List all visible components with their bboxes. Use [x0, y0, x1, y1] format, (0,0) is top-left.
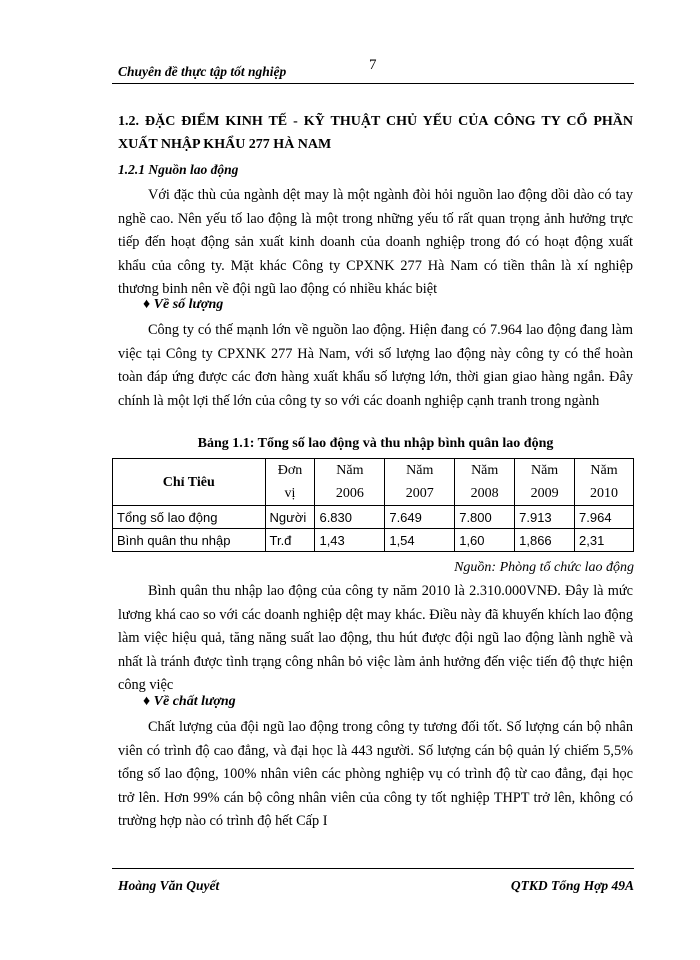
year-word: Năm — [530, 463, 559, 478]
row-unit: Tr.đ — [265, 529, 315, 552]
row-unit: Người — [265, 506, 315, 529]
table-caption: Bảng 1.1: Tổng số lao động và thu nhập bình quân lao động — [197, 436, 554, 451]
header-year-2010 — [575, 459, 634, 506]
row-value: 7.800 — [455, 506, 515, 529]
header-year-2009 — [515, 459, 575, 506]
row-value: 1,54 — [385, 529, 455, 552]
row-value: 7.913 — [515, 506, 575, 529]
header-year-2008 — [455, 459, 515, 506]
header-unit-line1: Đơn — [277, 463, 303, 478]
row-value: 6.830 — [315, 506, 385, 529]
row-value: 7.649 — [385, 506, 455, 529]
quantity-bullet — [143, 297, 223, 313]
quantity-text: Công ty có thế mạnh lớn về nguồn lao động. Hiện đang có 7.964 lao động đang làm việc tại Công ty CPXNK 277 Hà Nam, với số lượng lao động này công ty có thể hoàn toàn đáp ứng được các đơn hàng xuất khẩu số lượng lớn, thời gian giao hàng ngắn. Đây chính là một lợi thế lớn của công ty so với các doanh nghiệp cạnh tranh trong ngành — [118, 322, 633, 409]
header-year-2007 — [385, 459, 455, 506]
quality-bullet-label: Về chất lượng — [153, 694, 236, 709]
year-value: 2006 — [335, 486, 364, 501]
table-row — [113, 529, 634, 552]
row-value: 1,866 — [515, 529, 575, 552]
header-unit-line2: vị — [284, 486, 296, 501]
year-value: 2007 — [405, 486, 434, 501]
bullet-icon: ♦ — [143, 694, 151, 709]
year-word: Năm — [406, 463, 434, 478]
footer-divider — [112, 868, 634, 869]
table-row — [113, 506, 634, 529]
header-year-2006 — [315, 459, 385, 506]
table-source: Nguồn: Phòng tổ chức lao động — [454, 560, 634, 575]
year-word: Năm — [471, 463, 499, 478]
footer-author: Hoàng Văn Quyết — [118, 878, 220, 893]
page-number: 7 — [369, 57, 377, 73]
bullet-icon: ♦ — [143, 297, 151, 312]
section-heading: 1.2. ĐẶC ĐIỂM KINH TẾ - KỸ THUẬT CHỦ YẾU CỦA CÔNG TY CỔ PHẦN XUẤT NHẬP KHẨU 277 HÀ NAM — [118, 114, 633, 152]
year-value: 2009 — [530, 486, 559, 501]
header-criteria: Chỉ Tiêu — [113, 459, 266, 506]
quality-text: Chất lượng của đội ngũ lao động trong công ty tương đối tốt. Số lượng cán bộ nhân viên có trình độ cao đẳng, và đại học là 443 người. Số lượng cán bộ quản lý chiếm 5,5% tổng số lao động, 100% nhân viên các phòng nghiệp vụ có trình độ từ cao đẳng, đại học trở lên. Hơn 99% cán bộ công nhân viên của công ty tốt nghiệp THPT trở lên, không có trường hợp nào có trình độ hết Cấp I — [118, 719, 633, 830]
header-unit — [265, 459, 315, 506]
row-value: 1,43 — [315, 529, 385, 552]
intro-paragraph — [118, 184, 633, 302]
row-value: 7.964 — [575, 506, 634, 529]
quality-paragraph — [118, 716, 633, 834]
row-label: Bình quân thu nhập — [113, 529, 266, 552]
year-value: 2008 — [470, 486, 499, 501]
header-divider — [112, 83, 634, 84]
table-header-row — [113, 459, 634, 506]
row-label: Tổng số lao động — [113, 506, 266, 529]
year-word: Năm — [336, 463, 364, 478]
footer-class: QTKD Tổng Hợp 49A — [510, 878, 634, 893]
year-value: 2010 — [590, 486, 619, 501]
quantity-paragraph — [118, 319, 633, 413]
income-text: Bình quân thu nhập lao động của công ty năm 2010 là 2.310.000VNĐ. Đây là mức lương khá cao so với các doanh nghiệp dệt may khác. Điều này đã khuyến khích lao động làm việc hiệu quả, tăng năng suất lao động, thu hút được đội ngũ lao động lành nghề và nhất là tránh được tình trạng công nhân bỏ việc làm ảnh hưởng đến việc tiến độ thực hiện công việc — [118, 583, 633, 694]
income-paragraph — [118, 580, 633, 698]
year-word: Năm — [590, 463, 618, 478]
header-title: Chuyên đề thực tập tốt nghiệp — [118, 64, 287, 79]
quality-bullet — [143, 694, 236, 710]
subsection-heading: 1.2.1 Nguồn lao động — [118, 162, 239, 177]
quantity-bullet-label: Về số lượng — [153, 297, 224, 312]
row-value: 1,60 — [455, 529, 515, 552]
intro-text: Với đặc thù của ngành dệt may là một ngành đòi hỏi nguồn lao động dồi dào có tay nghề cao. Nên yếu tố lao động là một trong những yếu tố rất quan trọng ảnh hưởng trực tiếp đến hoạt động sản xuất kinh doanh của doanh nghiệp trong đó có hoạt động xuất khẩu của công ty. Mặt khác Công ty CPXNK 277 Hà Nam có tiền thân là xí nghiệp thương binh nên về đội ngũ lao động có nhiều khác biệt — [118, 187, 633, 298]
row-value: 2,31 — [575, 529, 634, 552]
labor-table — [112, 458, 634, 552]
